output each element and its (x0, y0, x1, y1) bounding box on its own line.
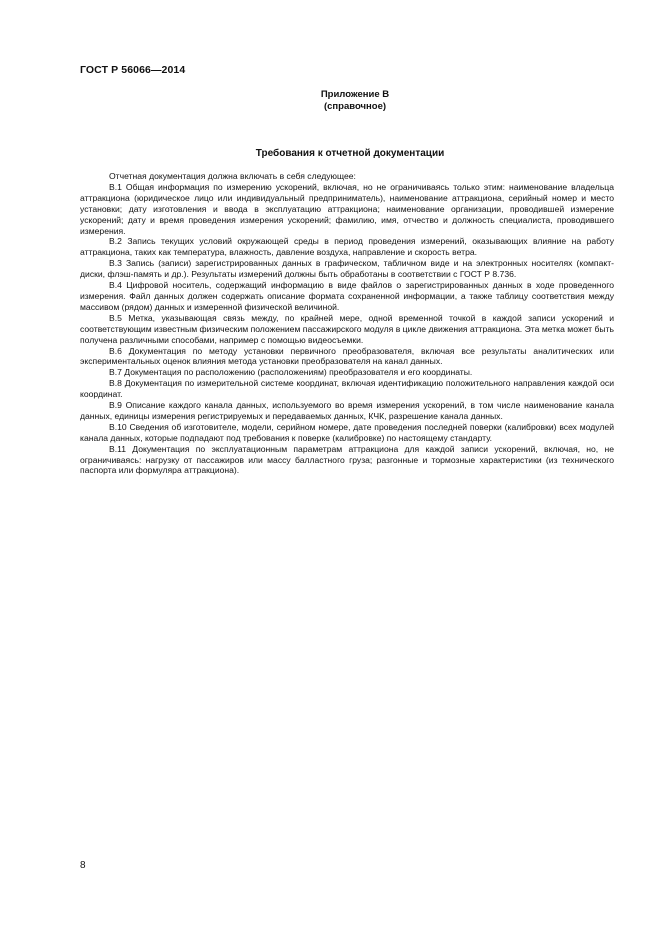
body-text (80, 171, 614, 476)
paragraph-intro: Отчетная документация должна включать в себя следующее: (109, 171, 356, 181)
paragraph-v11: В.11 Документация по эксплуатационным параметрам аттракциона для каждой записи ускорений, включая, но, не ограничиваясь: нагрузку от пассажиров или массу балластного груза; разгонные и тормозные характеристики (из технического паспорта или формуляра аттракциона). (80, 443, 614, 476)
paragraph-v3: В.3 Запись (записи) зарегистрированных данных в графическом, табличном виде и на электронных носителях (компакт-диски, флэш-память и др.). Результаты измерений должны быть обработаны в соответствии с ГОСТ Р 8.736. (80, 258, 614, 280)
paragraph-v2: В.2 Запись текущих условий окружающей среды в период проведения измерений, оказывающих влияние на работу аттракциона, таких как температура, влажность, давление воздуха, направление и скорость ветра. (80, 236, 614, 258)
appendix-note: (справочное) (323, 101, 387, 112)
paragraph-v8: В.8 Документация по измерительной системе координат, включая идентификацию положительного направления каждой оси координат. (80, 378, 614, 400)
paragraph-v7: В.7 Документация по расположению (расположениям) преобразователя и его координаты. (109, 367, 473, 378)
section-title: Требования к отчетной документации (255, 148, 445, 159)
paragraph-v10: В.10 Сведения об изготовителе, модели, серийном номере, дате проведения последней поверки (калибровки) всех модулей канала данных, которые подпадают под требования к поверке (калибровке) по настоящему стандарту. (80, 421, 614, 443)
appendix-title: Приложение В (320, 89, 390, 100)
standard-code: ГОСТ Р 56066—2014 (80, 64, 186, 76)
page-number: 8 (80, 860, 86, 871)
paragraph-v5: В.5 Метка, указывающая связь между, по крайней мере, одной временной точкой в каждой записи ускорений и соответствующим известным физическим положением пассажирского модуля в цикле движения аттракциона. Эта метка может быть получена различными способами, например с помощью видеосъемки. (80, 312, 614, 345)
paragraph-v6: В.6 Документация по методу установки первичного преобразователя, включая все результаты аналитических или экспериментальных оценок влияния метода установки преобразователя на канал данных. (80, 345, 614, 367)
paragraph-v9: В.9 Описание каждого канала данных, используемого во время измерения ускорений, в том числе наименование канала данных, единицы измерения регистрируемых и передаваемых данных, КЧК, разрешение канала данных. (80, 400, 614, 421)
paragraph-v1: В.1 Общая информация по измерению ускорений, включая, но не ограничиваясь только этим: наименование владельца аттракциона (юридическое лицо или индивидуальный предприниматель), наименование аттракциона, серийный номер и место установки; дату изготовления и ввода в эксплуатацию аттракциона; наименование организации, проводившей измерение ускорений; дату и время проведения измерения ускорений; фамилию, имя, отчество и должность специалиста, проводившего измерения. (80, 181, 614, 236)
paragraph-v4: В.4 Цифровой носитель, содержащий информацию в виде файлов о зарегистрированных данных в ходе проведенного измерения. Файл данных должен содержать описание формата сохраненной информации, а также таблицу соответствия между массивом (рядом) данных и измеренной физической величиной. (80, 280, 614, 312)
